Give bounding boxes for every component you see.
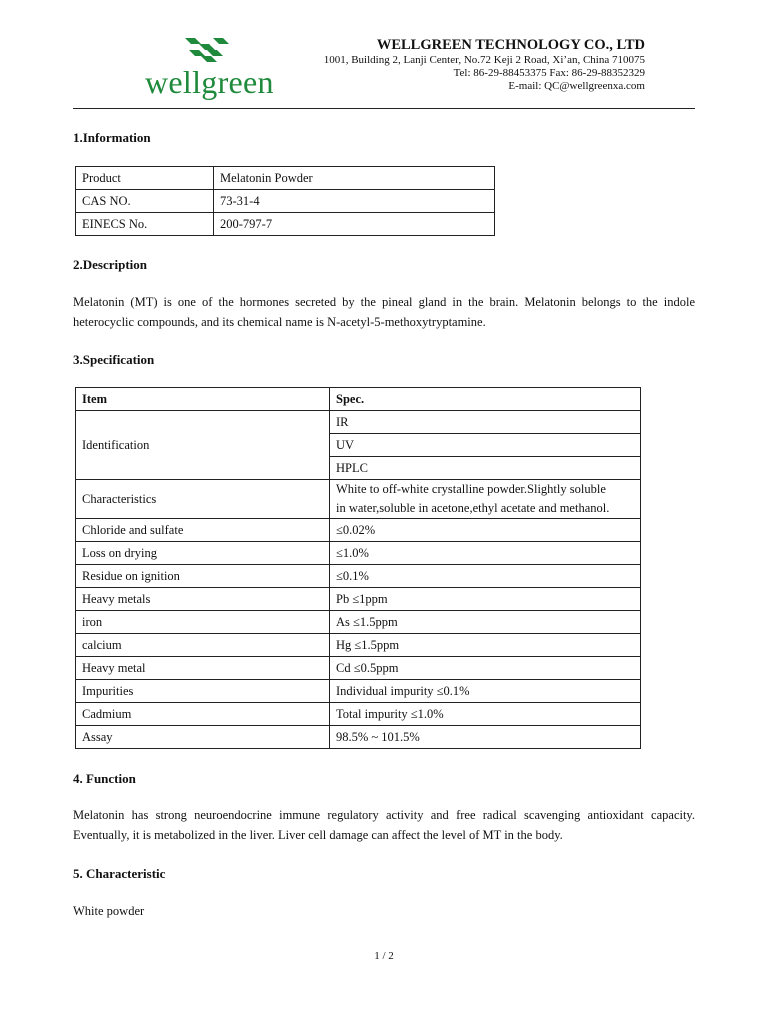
info-value: Melatonin Powder <box>214 167 495 190</box>
info-value: 73-31-4 <box>214 190 495 213</box>
info-value: 200-797-7 <box>214 213 495 236</box>
table-row <box>76 167 495 190</box>
spec-value: IR <box>330 411 641 434</box>
table-row <box>76 213 495 236</box>
column-header-item: Item <box>76 388 330 411</box>
characteristic-paragraph: White powder <box>73 904 145 918</box>
table-header-row <box>76 388 641 411</box>
table-row <box>76 542 641 565</box>
spec-item: Impurities <box>76 680 330 703</box>
document-header <box>73 32 695 109</box>
table-row <box>76 703 641 726</box>
table-row <box>76 611 641 634</box>
function-paragraph: Melatonin has strong neuroendocrine immune regulatory activity and free radical scavenging antioxidant capacity. Eventually, it is metabolized in the liver. Liver cell damage can affect the level of MT in the body. <box>73 808 695 842</box>
spec-value: Hg ≤1.5ppm <box>330 634 641 657</box>
spec-value: HPLC <box>330 457 641 480</box>
section-title-specification: 3.Specification <box>73 352 155 367</box>
information-table <box>75 166 495 236</box>
table-row <box>76 411 641 434</box>
spec-value: 98.5% ~ 101.5% <box>330 726 641 749</box>
spec-value <box>330 480 641 519</box>
section-title-function: 4. Function <box>73 771 136 786</box>
column-header-spec: Spec. <box>330 388 641 411</box>
spec-item: Characteristics <box>76 480 330 519</box>
company-logo <box>145 36 280 104</box>
table-row <box>76 680 641 703</box>
spec-item: iron <box>76 611 330 634</box>
company-phone: Tel: 86-29-88453375 Fax: 86-29-88352329 <box>453 67 645 79</box>
spec-item: Loss on drying <box>76 542 330 565</box>
section-title-description: 2.Description <box>73 257 148 272</box>
section-title-information: 1.Information <box>73 130 151 145</box>
spec-value: Cd ≤0.5ppm <box>330 657 641 680</box>
spec-value: Individual impurity ≤0.1% <box>330 680 641 703</box>
spec-value-line: in water,soluble in acetone,ethyl acetate and methanol. <box>336 501 610 515</box>
spec-item: Heavy metal <box>76 657 330 680</box>
spec-item: Cadmium <box>76 703 330 726</box>
company-address: 1001, Building 2, Lanji Center, No.72 Keji 2 Road, Xi’an, China 710075 <box>323 54 645 66</box>
company-name: WELLGREEN TECHNOLOGY CO., LTD <box>376 37 645 53</box>
spec-item: Residue on ignition <box>76 565 330 588</box>
spec-value: Pb ≤1ppm <box>330 588 641 611</box>
info-label: CAS NO. <box>76 190 214 213</box>
company-email: E-mail: QC@wellgreenxa.com <box>508 80 645 92</box>
description-paragraph: Melatonin (MT) is one of the hormones secreted by the pineal gland in the brain. Melatonin belongs to the indole heterocyclic compounds, and its chemical name is N-acetyl-5-methoxytryptamine. <box>73 295 695 329</box>
info-label: Product <box>76 167 214 190</box>
spec-item: Assay <box>76 726 330 749</box>
table-row <box>76 588 641 611</box>
spec-item: Chloride and sulfate <box>76 519 330 542</box>
spec-item: calcium <box>76 634 330 657</box>
spec-value: Total impurity ≤1.0% <box>330 703 641 726</box>
spec-value: ≤0.02% <box>330 519 641 542</box>
specification-table <box>75 387 641 749</box>
section-title-characteristic: 5. Characteristic <box>73 866 166 881</box>
table-row <box>76 190 495 213</box>
info-label: EINECS No. <box>76 213 214 236</box>
spec-value: ≤0.1% <box>330 565 641 588</box>
spec-item: Identification <box>76 411 330 480</box>
table-row <box>76 634 641 657</box>
company-info <box>324 39 645 93</box>
table-row <box>76 726 641 749</box>
page-number: 1 / 2 <box>374 950 394 962</box>
table-row <box>76 480 641 519</box>
table-row <box>76 565 641 588</box>
spec-value-line: White to off-white crystalline powder.Slightly soluble <box>336 482 606 496</box>
spec-value: As ≤1.5ppm <box>330 611 641 634</box>
spec-item: Heavy metals <box>76 588 330 611</box>
table-row <box>76 657 641 680</box>
spec-value: UV <box>330 434 641 457</box>
logo-wordmark: wellgreen <box>145 64 274 100</box>
spec-value: ≤1.0% <box>330 542 641 565</box>
table-row <box>76 519 641 542</box>
leaf-logo-icon <box>179 36 249 66</box>
